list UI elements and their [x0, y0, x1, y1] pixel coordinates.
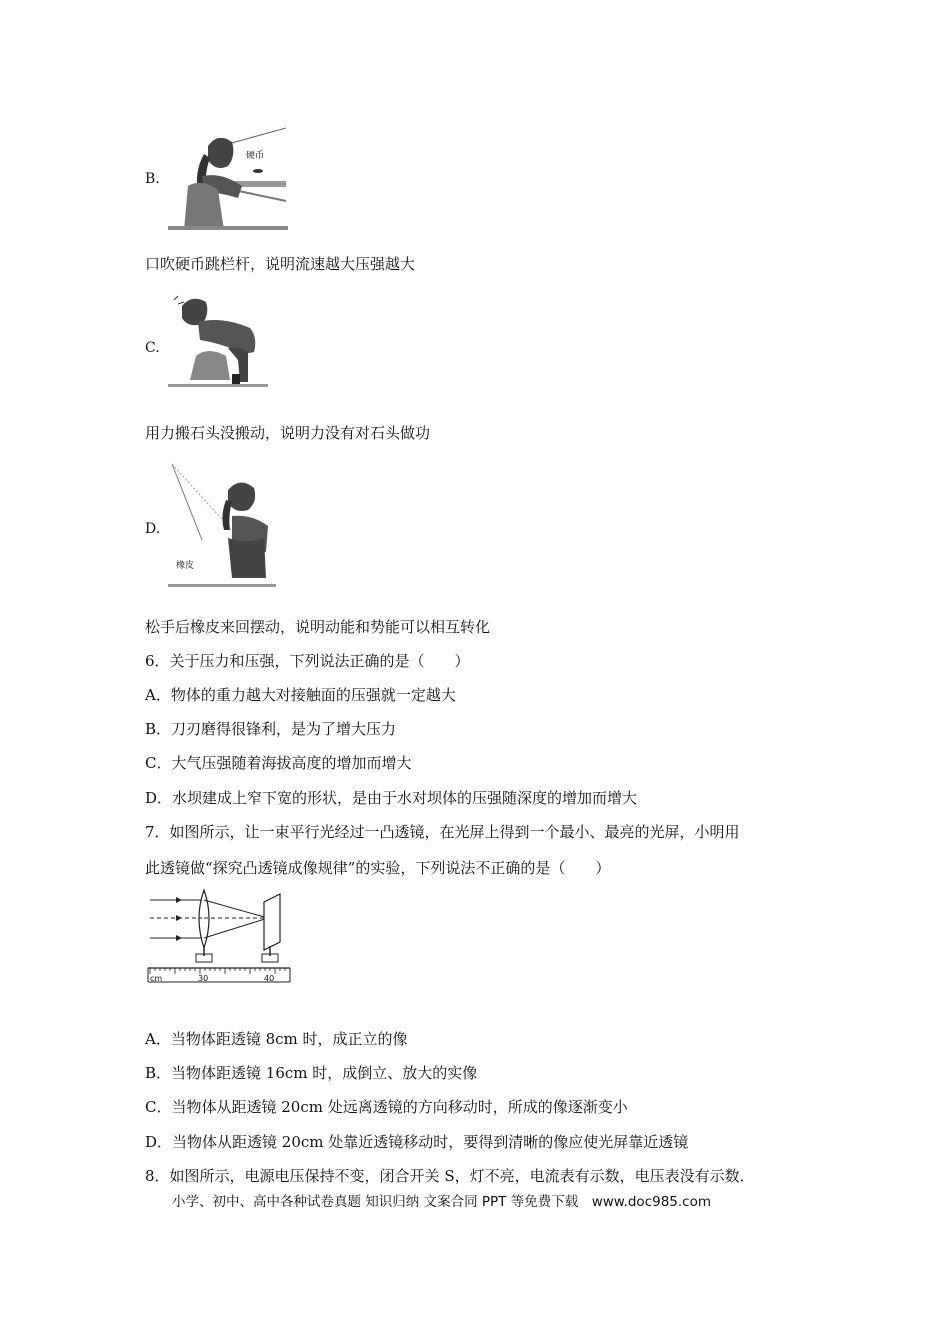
q7-option-b: B．当物体距透镜 16cm 时，成倒立、放大的实像: [145, 1064, 478, 1082]
q6-option-a: A．物体的重力越大对接触面的压强就一定越大: [145, 686, 456, 704]
option-letter-d: D.: [145, 521, 161, 537]
footer-download-note: 小学、初中、高中各种试卷真题 知识归纳 文案合同 PPT 等免费下载 www.doc985.com: [172, 1194, 712, 1210]
q7-option-a: A．当物体距透镜 8cm 时，成正立的像: [145, 1030, 408, 1048]
ruler-tick-label-40: 40: [264, 974, 275, 983]
option-c-caption: 用力搬石头没搬动，说明力没有对石头做功: [145, 424, 431, 442]
lens-optical-bench-figure: [146, 888, 292, 988]
lift-stone-illustration: [168, 292, 268, 392]
option-d-caption: 松手后橡皮来回摆动，说明动能和势能可以相互转化: [145, 618, 491, 636]
q8-stem: 8．如图所示，电源电压保持不变，闭合开关 S，灯不亮，电流表有示数，电压表没有示数．: [145, 1167, 755, 1185]
coin-blow-illustration: [168, 126, 288, 230]
q7-stem-line1: 7．如图所示，让一束平行光经过一凸透镜，在光屏上得到一个最小、最亮的光屏，小明用: [145, 823, 740, 841]
q6-option-d: D．水坝建成上窄下宽的形状，是由于水对坝体的压强随深度的增加而增大: [145, 789, 638, 807]
option-letter-b: B.: [145, 171, 160, 187]
q7-option-c: C．当物体从距透镜 20cm 处远离透镜的方向移动时，所成的像逐渐变小: [145, 1098, 628, 1116]
option-b-caption: 口吹硬币跳栏杆，说明流速越大压强越大: [145, 255, 416, 273]
q7-option-d: D．当物体从距透镜 20cm 处靠近透镜移动时，要得到清晰的像应使光屏靠近透镜: [145, 1133, 689, 1151]
q6-stem: 6．关于压力和压强，下列说法正确的是（ ）: [145, 652, 470, 670]
q6-option-c: C．大气压强随着海拔高度的增加而增大: [145, 754, 412, 772]
q7-stem-line2: 此透镜做“探究凸透镜成像规律”的实验，下列说法不正确的是（ ）: [145, 859, 611, 877]
eraser-pendulum-illustration: [168, 460, 276, 590]
q6-option-b: B．刀刃磨得很锋利，是为了增大压力: [145, 720, 397, 738]
eraser-label: 橡皮: [176, 561, 195, 571]
ruler-unit-label: cm: [150, 974, 163, 983]
coin-label: 硬币: [246, 151, 265, 161]
option-letter-c: C.: [145, 340, 160, 356]
ruler-tick-label-30: 30: [198, 974, 209, 983]
